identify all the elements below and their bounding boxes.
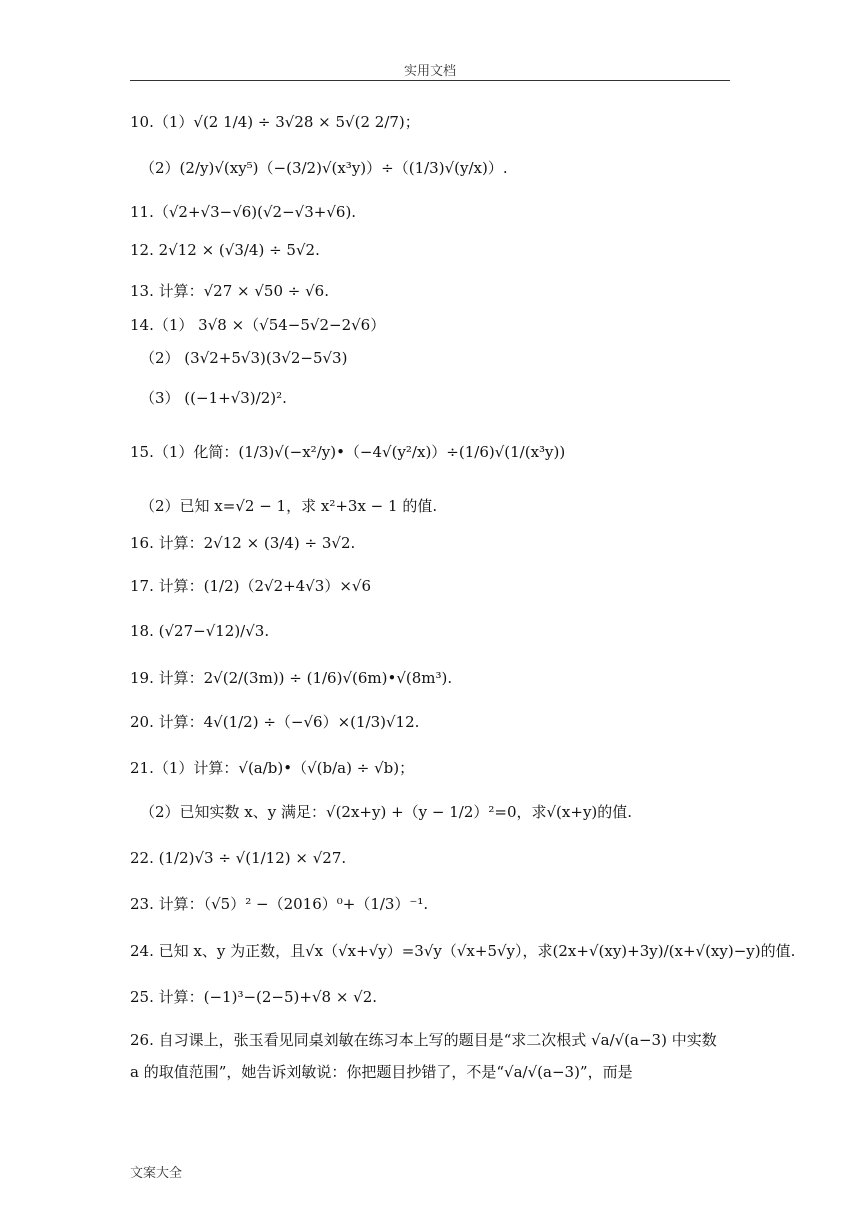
problem-24: 24. 已知 x、y 为正数，且√x（√x+√y）=3√y（√x+5√y），求(2x+√(xy)+3y)/(x+√(xy)−y)的值.	[130, 942, 796, 960]
problem-14-part-1: 14.（1） 3√8 ×（√54−5√2−2√6）	[130, 316, 386, 334]
problem-25: 25. 计算：(−1)³−(2−5)+√8 × √2.	[130, 988, 378, 1006]
problem-21-part-1: 21.（1）计算：√(a/b)•（√(b/a) ÷ √b)；	[130, 759, 415, 777]
page-footer: 文案大全	[130, 1166, 183, 1181]
problem-15-part-2: （2）已知 x=√2 − 1，求 x²+3x − 1 的值.	[140, 497, 438, 515]
problem-11: 11.（√2+√3−√6)(√2−√3+√6).	[130, 203, 357, 221]
problem-10-part-2: （2）(2/y)√(xy⁵)（−(3/2)√(x³y)）÷（(1/3)√(y/x)）.	[140, 159, 508, 177]
problem-17: 17. 计算：(1/2)（2√2+4√3）×√6	[130, 577, 371, 595]
problem-10-part-1: 10.（1）√(2 1/4) ÷ 3√28 × 5√(2 2/7)；	[130, 113, 420, 131]
problem-14-part-3: （3） ((−1+√3)/2)².	[140, 389, 287, 407]
problem-18: 18. (√27−√12)/√3.	[130, 622, 270, 640]
problem-16: 16. 计算：2√12 × (3/4) ÷ 3√2.	[130, 534, 356, 552]
header-rule	[130, 80, 730, 81]
problem-26: 26. 自习课上，张玉看见同桌刘敏在练习本上写的题目是“求二次根式 √a/√(a−3) 中实数 a 的取值范围”，她告诉刘敏说：你把题目抄错了，不是“√a/√(a−3)”，而是	[130, 1031, 717, 1081]
problem-15-part-1: 15.（1）化简：(1/3)√(−x²/y)•（−4√(y²/x)）÷(1/6)√(1/(x³y))	[130, 443, 566, 461]
problem-14-part-2: （2） (3√2+5√3)(3√2−5√3)	[140, 349, 348, 367]
problem-21-part-2: （2）已知实数 x、y 满足：√(2x+y) +（y − 1/2）²=0，求√(x+y)的值.	[140, 803, 633, 821]
page-header: 实用文档	[403, 64, 456, 79]
problem-20: 20. 计算：4√(1/2) ÷（−√6）×(1/3)√12.	[130, 713, 420, 731]
problem-23: 23. 计算：（√5）² −（2016）⁰+（1/3）⁻¹.	[130, 895, 429, 913]
problem-13: 13. 计算：√27 × √50 ÷ √6.	[130, 282, 329, 300]
problem-22: 22. (1/2)√3 ÷ √(1/12) × √27.	[130, 849, 347, 867]
problem-12: 12. 2√12 × (√3/4) ÷ 5√2.	[130, 241, 320, 259]
problem-19: 19. 计算：2√(2/(3m)) ÷ (1/6)√(6m)•√(8m³).	[130, 669, 453, 687]
